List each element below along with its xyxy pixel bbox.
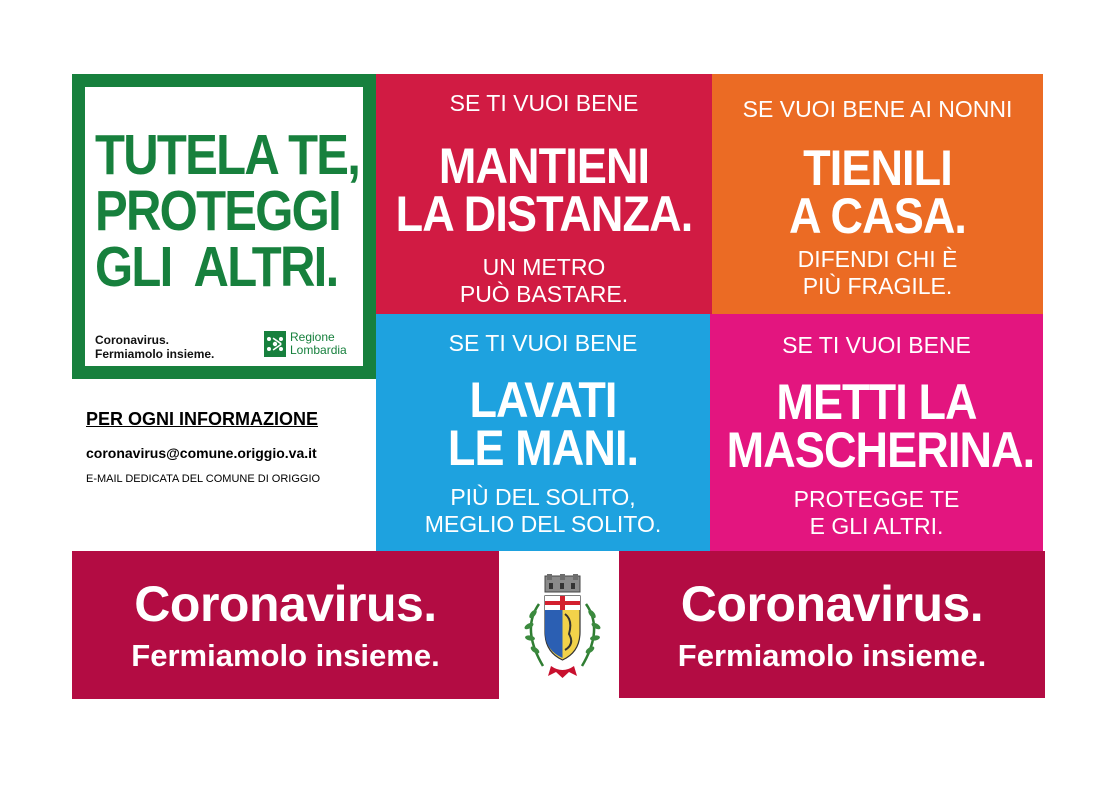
info-title: PER OGNI INFORMAZIONE	[86, 409, 319, 429]
panel-distanza-top: SE TI VUOI BENE	[449, 90, 639, 116]
panel-mascherina-sub	[710, 486, 1043, 540]
sub-line-2: PUÒ BASTARE.	[459, 281, 629, 307]
panel-mascherina-main	[710, 374, 1043, 478]
rosa-camuna-icon	[264, 331, 286, 357]
main-line-1: MANTIENI	[438, 138, 650, 194]
info-block	[86, 409, 371, 485]
panel-mascherina-top: SE TI VUOI BENE	[782, 332, 971, 358]
main-line-1: METTI LA	[776, 374, 977, 430]
panel-mani-main	[376, 372, 710, 476]
headline-line-1: TUTELA TE,	[95, 123, 360, 187]
main-line-2: A CASA.	[788, 188, 967, 244]
panel-mani	[376, 314, 710, 551]
lombardia-poster	[72, 74, 376, 379]
panel-nonni	[712, 74, 1043, 314]
region-line-2: Lombardia	[290, 343, 347, 357]
headline-line-2: PROTEGGI	[95, 179, 340, 243]
region-name	[290, 331, 347, 357]
sub-line-2: PIÙ FRAGILE.	[802, 273, 953, 299]
main-line-2: LA DISTANZA.	[395, 186, 693, 242]
municipal-crest-icon	[515, 574, 610, 684]
banner-right-line-1: Coronavirus.	[680, 576, 984, 632]
sub-line-2: MEGLIO DEL SOLITO.	[424, 511, 662, 537]
sub-line-1: PROTEGGE TE	[793, 486, 960, 512]
sub-line-1: UN METRO	[482, 254, 606, 280]
banner-left-line-1: Coronavirus.	[134, 576, 437, 632]
sub-line-2: E GLI ALTRI.	[809, 513, 944, 539]
poster-headline	[95, 123, 360, 299]
panel-distanza-sub	[376, 254, 712, 308]
slogan-line-2: Fermiamolo insieme.	[95, 347, 215, 361]
info-note: E-MAIL DEDICATA DEL COMUNE DI ORIGGIO	[86, 473, 321, 485]
panel-mascherina	[710, 314, 1043, 551]
panel-nonni-top: SE VUOI BENE AI NONNI	[742, 96, 1013, 122]
banner-right-line-2: Fermiamolo insieme.	[677, 638, 987, 673]
panel-nonni-main	[712, 140, 1043, 244]
banner-left-line-2: Fermiamolo insieme.	[131, 638, 440, 673]
main-line-1: TIENILI	[803, 140, 952, 196]
sub-line-1: DIFENDI CHI È	[797, 246, 958, 272]
headline-line-3: GLI ALTRI.	[95, 235, 338, 299]
main-line-1: LAVATI	[469, 372, 617, 428]
panel-mani-sub	[376, 484, 710, 538]
panel-distanza	[376, 74, 712, 314]
info-email[interactable]: coronavirus@comune.origgio.va.it	[86, 445, 317, 461]
sub-line-1: PIÙ DEL SOLITO,	[450, 484, 636, 510]
panel-nonni-sub	[712, 246, 1043, 300]
slogan-line-1: Coronavirus.	[95, 333, 170, 347]
poster-slogan	[95, 333, 214, 361]
main-line-2: MASCHERINA.	[726, 422, 1035, 478]
region-line-1: Regione	[290, 330, 335, 344]
banner-left	[72, 551, 499, 699]
main-line-2: LE MANI.	[447, 420, 639, 476]
panel-distanza-main	[376, 138, 712, 242]
banner-right	[619, 551, 1045, 698]
panel-mani-top: SE TI VUOI BENE	[448, 330, 638, 356]
